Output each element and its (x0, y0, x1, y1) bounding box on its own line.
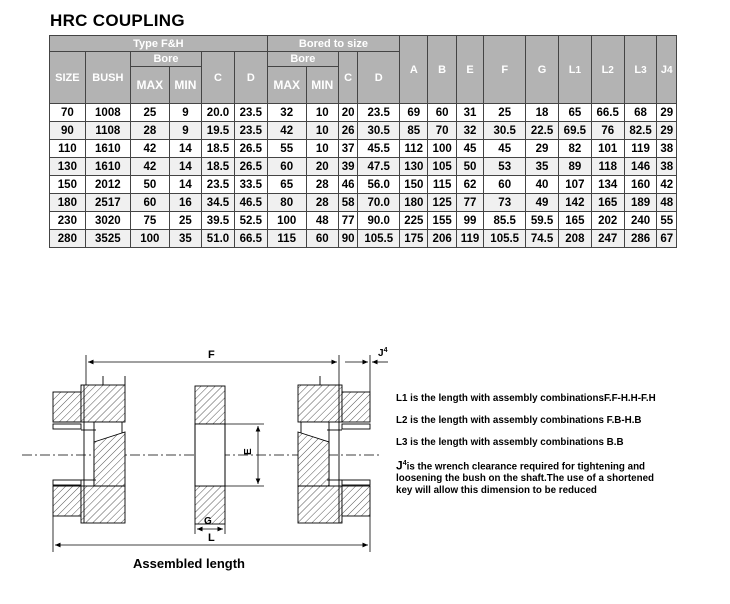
cell-e: 77 (456, 194, 483, 212)
cell-bush: 2517 (85, 194, 130, 212)
cell-bush: 3020 (85, 212, 130, 230)
cell-g: 74.5 (526, 230, 559, 248)
cell-size: 70 (50, 104, 86, 122)
col-g: G (526, 36, 559, 104)
cell-d-fh: 46.5 (234, 194, 267, 212)
cell-l1: 89 (558, 158, 591, 176)
cell-b: 60 (428, 104, 456, 122)
cell-l2: 66.5 (591, 104, 624, 122)
cell-bore-max-bored: 100 (267, 212, 306, 230)
cell-e: 119 (456, 230, 483, 248)
cell-bore-min-bored: 28 (306, 194, 338, 212)
cell-bore-min-bored: 10 (306, 104, 338, 122)
col-size: SIZE (50, 52, 86, 104)
cell-g: 40 (526, 176, 559, 194)
cell-g: 49 (526, 194, 559, 212)
cell-f: 73 (484, 194, 526, 212)
cell-bush: 3525 (85, 230, 130, 248)
dim-g-label: G (204, 516, 212, 527)
dim-e-label: E (243, 448, 254, 455)
cell-d-bored: 105.5 (358, 230, 400, 248)
cell-l1: 107 (558, 176, 591, 194)
cell-l3: 119 (624, 140, 657, 158)
cell-size: 110 (50, 140, 86, 158)
cell-f: 105.5 (484, 230, 526, 248)
cell-bore-max-bored: 60 (267, 158, 306, 176)
cell-l2: 247 (591, 230, 624, 248)
cell-bush: 1610 (85, 140, 130, 158)
cell-bore-min-fh: 9 (169, 104, 201, 122)
cell-b: 115 (428, 176, 456, 194)
cell-l3: 68 (624, 104, 657, 122)
dim-f-label: F (208, 349, 215, 361)
col-c-fh: C (202, 52, 235, 104)
cell-bore-min-fh: 9 (169, 122, 201, 140)
col-j4: J4 (657, 36, 677, 104)
cell-bore-min-fh: 14 (169, 158, 201, 176)
cell-d-fh: 26.5 (234, 158, 267, 176)
cell-b: 155 (428, 212, 456, 230)
cell-c-fh: 51.0 (202, 230, 235, 248)
cell-l1: 82 (558, 140, 591, 158)
cell-d-bored: 70.0 (358, 194, 400, 212)
cell-bore-max-fh: 75 (130, 212, 169, 230)
left-hub-section (53, 376, 125, 523)
cell-j4: 38 (657, 140, 677, 158)
col-l3: L3 (624, 36, 657, 104)
cell-e: 62 (456, 176, 483, 194)
col-bush: BUSH (85, 52, 130, 104)
cell-l3: 286 (624, 230, 657, 248)
cell-a: 69 (400, 104, 428, 122)
cell-l1: 208 (558, 230, 591, 248)
cell-l3: 146 (624, 158, 657, 176)
col-l2: L2 (591, 36, 624, 104)
cell-j4: 48 (657, 194, 677, 212)
cell-g: 22.5 (526, 122, 559, 140)
cell-bore-min-bored: 10 (306, 140, 338, 158)
cell-j4: 55 (657, 212, 677, 230)
cell-l1: 65 (558, 104, 591, 122)
note-j4: $J^4is$ the wrench clearance required for tightening and loosening the bush on the shaft.The use of a shortened key will allow this dimension to be reduced (396, 458, 655, 497)
group-header-bored: Bored to size (267, 36, 399, 52)
cell-l3: 189 (624, 194, 657, 212)
cell-g: 18 (526, 104, 559, 122)
cell-d-bored: 23.5 (358, 104, 400, 122)
cell-b: 206 (428, 230, 456, 248)
cell-l3: 240 (624, 212, 657, 230)
col-min-bored: MIN (306, 67, 338, 104)
cell-d-bored: 45.5 (358, 140, 400, 158)
cell-j4: 29 (657, 122, 677, 140)
cell-b: 105 (428, 158, 456, 176)
cell-bush: 2012 (85, 176, 130, 194)
cell-e: 99 (456, 212, 483, 230)
cell-a: 85 (400, 122, 428, 140)
cell-g: 59.5 (526, 212, 559, 230)
cell-f: 60 (484, 176, 526, 194)
cell-c-bored: 20 (338, 104, 357, 122)
flexible-element-section (195, 386, 225, 524)
col-e: E (456, 36, 483, 104)
cell-c-fh: 39.5 (202, 212, 235, 230)
cell-bore-max-bored: 55 (267, 140, 306, 158)
cell-bore-min-fh: 14 (169, 176, 201, 194)
cell-l2: 165 (591, 194, 624, 212)
col-a: A (400, 36, 428, 104)
cell-size: 180 (50, 194, 86, 212)
cell-a: 175 (400, 230, 428, 248)
cell-d-fh: 26.5 (234, 140, 267, 158)
cell-l1: 165 (558, 212, 591, 230)
cell-bore-max-fh: 28 (130, 122, 169, 140)
cell-a: 180 (400, 194, 428, 212)
cell-bore-max-bored: 80 (267, 194, 306, 212)
cell-bore-min-fh: 35 (169, 230, 201, 248)
cell-bush: 1108 (85, 122, 130, 140)
cell-g: 35 (526, 158, 559, 176)
bore-header-bored: Bore (267, 52, 338, 67)
cell-bore-max-fh: 100 (130, 230, 169, 248)
cell-e: 31 (456, 104, 483, 122)
cell-b: 125 (428, 194, 456, 212)
cell-d-fh: 52.5 (234, 212, 267, 230)
cell-bore-min-bored: 60 (306, 230, 338, 248)
cell-c-fh: 34.5 (202, 194, 235, 212)
right-hub-section (298, 376, 370, 523)
cell-l2: 202 (591, 212, 624, 230)
cell-j4: 38 (657, 158, 677, 176)
cell-l2: 134 (591, 176, 624, 194)
cell-l1: 142 (558, 194, 591, 212)
cell-d-fh: 33.5 (234, 176, 267, 194)
cell-c-fh: 19.5 (202, 122, 235, 140)
cell-bore-max-fh: 25 (130, 104, 169, 122)
cell-a: 225 (400, 212, 428, 230)
col-l1: L1 (558, 36, 591, 104)
cell-c-bored: 46 (338, 176, 357, 194)
cell-d-bored: 90.0 (358, 212, 400, 230)
dim-j-label: $J^4$ (378, 347, 388, 359)
bore-header-fh: Bore (130, 52, 201, 67)
cell-d-fh: 66.5 (234, 230, 267, 248)
cell-c-bored: 77 (338, 212, 357, 230)
cell-l2: 118 (591, 158, 624, 176)
cell-size: 230 (50, 212, 86, 230)
cell-bore-min-bored: 10 (306, 122, 338, 140)
cell-size: 90 (50, 122, 86, 140)
cell-l1: 69.5 (558, 122, 591, 140)
cell-bore-min-bored: 20 (306, 158, 338, 176)
cell-bore-max-fh: 60 (130, 194, 169, 212)
cell-l3: 82.5 (624, 122, 657, 140)
cell-bore-min-fh: 14 (169, 140, 201, 158)
cell-c-bored: 90 (338, 230, 357, 248)
cell-f: 85.5 (484, 212, 526, 230)
drawing-caption: Assembled length (133, 556, 245, 571)
cell-size: 130 (50, 158, 86, 176)
col-b: B (428, 36, 456, 104)
cell-j4: 42 (657, 176, 677, 194)
cell-f: 53 (484, 158, 526, 176)
dimension-j4 (345, 355, 388, 392)
cell-l2: 76 (591, 122, 624, 140)
col-max-fh: MAX (130, 67, 169, 104)
col-d-bored: D (358, 52, 400, 104)
note-l3: L3 is the length with assembly combinations B.B (396, 437, 624, 448)
cell-a: 150 (400, 176, 428, 194)
group-header-fh: Type F&H (50, 36, 268, 52)
cell-bore-max-bored: 32 (267, 104, 306, 122)
note-l1: L1 is the length with assembly combinationsF.F-H.H-F.H (396, 393, 656, 404)
cell-e: 45 (456, 140, 483, 158)
cell-l3: 160 (624, 176, 657, 194)
cell-d-bored: 56.0 (358, 176, 400, 194)
col-c-bored: C (338, 52, 357, 104)
cell-bore-min-fh: 25 (169, 212, 201, 230)
note-l2: L2 is the length with assembly combinations F.B-H.B (396, 415, 642, 426)
cell-c-fh: 18.5 (202, 158, 235, 176)
cell-bore-min-bored: 48 (306, 212, 338, 230)
cell-b: 70 (428, 122, 456, 140)
cell-bore-max-bored: 115 (267, 230, 306, 248)
cell-e: 50 (456, 158, 483, 176)
cell-c-bored: 39 (338, 158, 357, 176)
cell-d-bored: 47.5 (358, 158, 400, 176)
cell-f: 45 (484, 140, 526, 158)
cell-size: 280 (50, 230, 86, 248)
cell-e: 32 (456, 122, 483, 140)
col-f: F (484, 36, 526, 104)
cell-bore-max-bored: 65 (267, 176, 306, 194)
cell-a: 130 (400, 158, 428, 176)
col-d-fh: D (234, 52, 267, 104)
dim-l-label: L (208, 532, 215, 544)
cell-bore-max-fh: 42 (130, 140, 169, 158)
cell-c-bored: 58 (338, 194, 357, 212)
cell-bore-min-fh: 16 (169, 194, 201, 212)
cell-bore-max-fh: 50 (130, 176, 169, 194)
cell-bore-min-bored: 28 (306, 176, 338, 194)
cell-d-fh: 23.5 (234, 122, 267, 140)
cell-bush: 1008 (85, 104, 130, 122)
cell-c-bored: 37 (338, 140, 357, 158)
cell-g: 29 (526, 140, 559, 158)
cell-bush: 1610 (85, 158, 130, 176)
page-title: HRC COUPLING (50, 11, 185, 30)
cell-f: 30.5 (484, 122, 526, 140)
cell-c-fh: 23.5 (202, 176, 235, 194)
col-min-fh: MIN (169, 67, 201, 104)
cell-bore-max-bored: 42 (267, 122, 306, 140)
cell-d-fh: 23.5 (234, 104, 267, 122)
col-max-bored: MAX (267, 67, 306, 104)
cell-j4: 29 (657, 104, 677, 122)
cell-c-fh: 20.0 (202, 104, 235, 122)
cell-l2: 101 (591, 140, 624, 158)
cell-c-bored: 26 (338, 122, 357, 140)
cell-bore-max-fh: 42 (130, 158, 169, 176)
cell-f: 25 (484, 104, 526, 122)
cell-j4: 67 (657, 230, 677, 248)
cell-c-fh: 18.5 (202, 140, 235, 158)
cell-b: 100 (428, 140, 456, 158)
cell-size: 150 (50, 176, 86, 194)
cell-d-bored: 30.5 (358, 122, 400, 140)
cell-a: 112 (400, 140, 428, 158)
